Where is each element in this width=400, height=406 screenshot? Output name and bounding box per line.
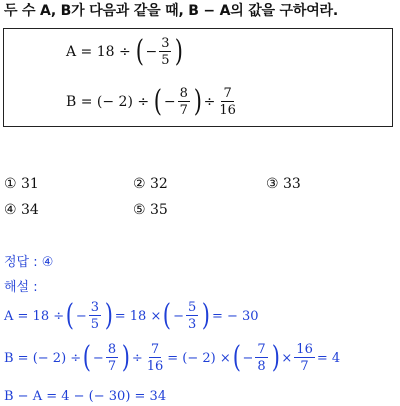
option-1[interactable] [4,176,39,192]
denominator: 7 [300,359,309,374]
numerator: 8 [107,342,117,357]
explanation-label: 해설 : [4,280,38,295]
fraction [145,343,166,373]
option-value: 32 [150,176,168,192]
fraction [186,301,198,331]
minus-sign: − [145,44,158,60]
right-paren: ) [121,340,131,375]
minus-sign: − [163,94,176,110]
line1-mid: = 18 × [114,308,162,324]
division-sign: ÷ [131,350,143,366]
line1-rhs: = − 30 [211,308,259,324]
option-5[interactable] [133,202,168,218]
left-paren: ( [65,298,75,333]
denominator: 16 [146,359,164,374]
multiply-sign: × [281,350,293,366]
right-paren: ) [202,298,211,333]
left-paren: ( [153,84,163,119]
numerator: 8 [179,86,188,101]
numerator: 7 [257,342,266,357]
option-value: 35 [150,202,168,218]
answer-label: 정답 : ④ [4,255,54,270]
line2-rhs: = 4 [316,350,341,366]
minus-sign: − [75,308,87,324]
left-paren: ( [135,34,144,69]
option-value: 31 [21,176,39,192]
expression-b [66,84,240,119]
line2-lhs: B = (− 2) ÷ [4,350,82,366]
numerator: 3 [90,300,100,315]
option-value: 34 [21,202,39,218]
line2-mid: = (− 2) × [167,350,231,366]
option-mark: ① [4,176,17,192]
numerator: 16 [296,342,313,357]
fraction [255,343,267,373]
right-paren: ) [104,298,113,333]
expression-b-lhs: B = (− 2) ÷ [66,94,150,110]
right-paren: ) [193,84,202,119]
numerator: 7 [223,86,232,101]
fraction-8-7 [178,87,190,117]
numerator: 3 [161,36,170,51]
option-mark: ⑤ [133,202,146,218]
fraction-7-16 [217,87,238,117]
left-paren: ( [232,340,241,375]
numerator: 7 [150,342,160,357]
denominator: 3 [187,317,197,332]
minus-sign: − [242,350,254,366]
denominator: 8 [257,359,266,374]
explanation-line-2 [4,340,341,375]
minus-sign: − [173,308,184,324]
option-mark: ③ [266,176,279,192]
numerator: 5 [187,300,197,315]
denominator: 5 [161,53,170,68]
denominator: 7 [179,103,188,118]
given-expressions-box [3,28,393,127]
option-mark: ② [133,176,146,192]
left-paren: ( [163,298,172,333]
fraction [89,301,101,331]
line1-lhs: A = 18 ÷ [4,308,65,324]
option-2[interactable] [133,176,168,192]
fraction [106,343,118,373]
denominator: 7 [107,359,117,374]
option-4[interactable] [4,202,39,218]
fraction-3-5 [159,37,171,67]
explanation-line-1 [4,298,259,333]
expression-a [66,34,185,69]
minus-sign: − [92,350,104,366]
division-sign: ÷ [203,94,216,110]
question-text: 두 수 A, B가 다음과 같을 때, B − A의 값을 구하여라. [4,3,338,19]
left-paren: ( [82,340,92,375]
denominator: 16 [219,103,236,118]
denominator: 5 [90,317,100,332]
right-paren: ) [271,340,280,375]
fraction [294,343,315,373]
option-3[interactable] [266,176,301,192]
expression-a-lhs: A = 18 ÷ [66,44,131,60]
right-paren: ) [175,34,184,69]
option-value: 33 [283,176,301,192]
explanation-line-3: B − A = 4 − (− 30) = 34 [4,389,167,404]
option-mark: ④ [4,202,17,218]
